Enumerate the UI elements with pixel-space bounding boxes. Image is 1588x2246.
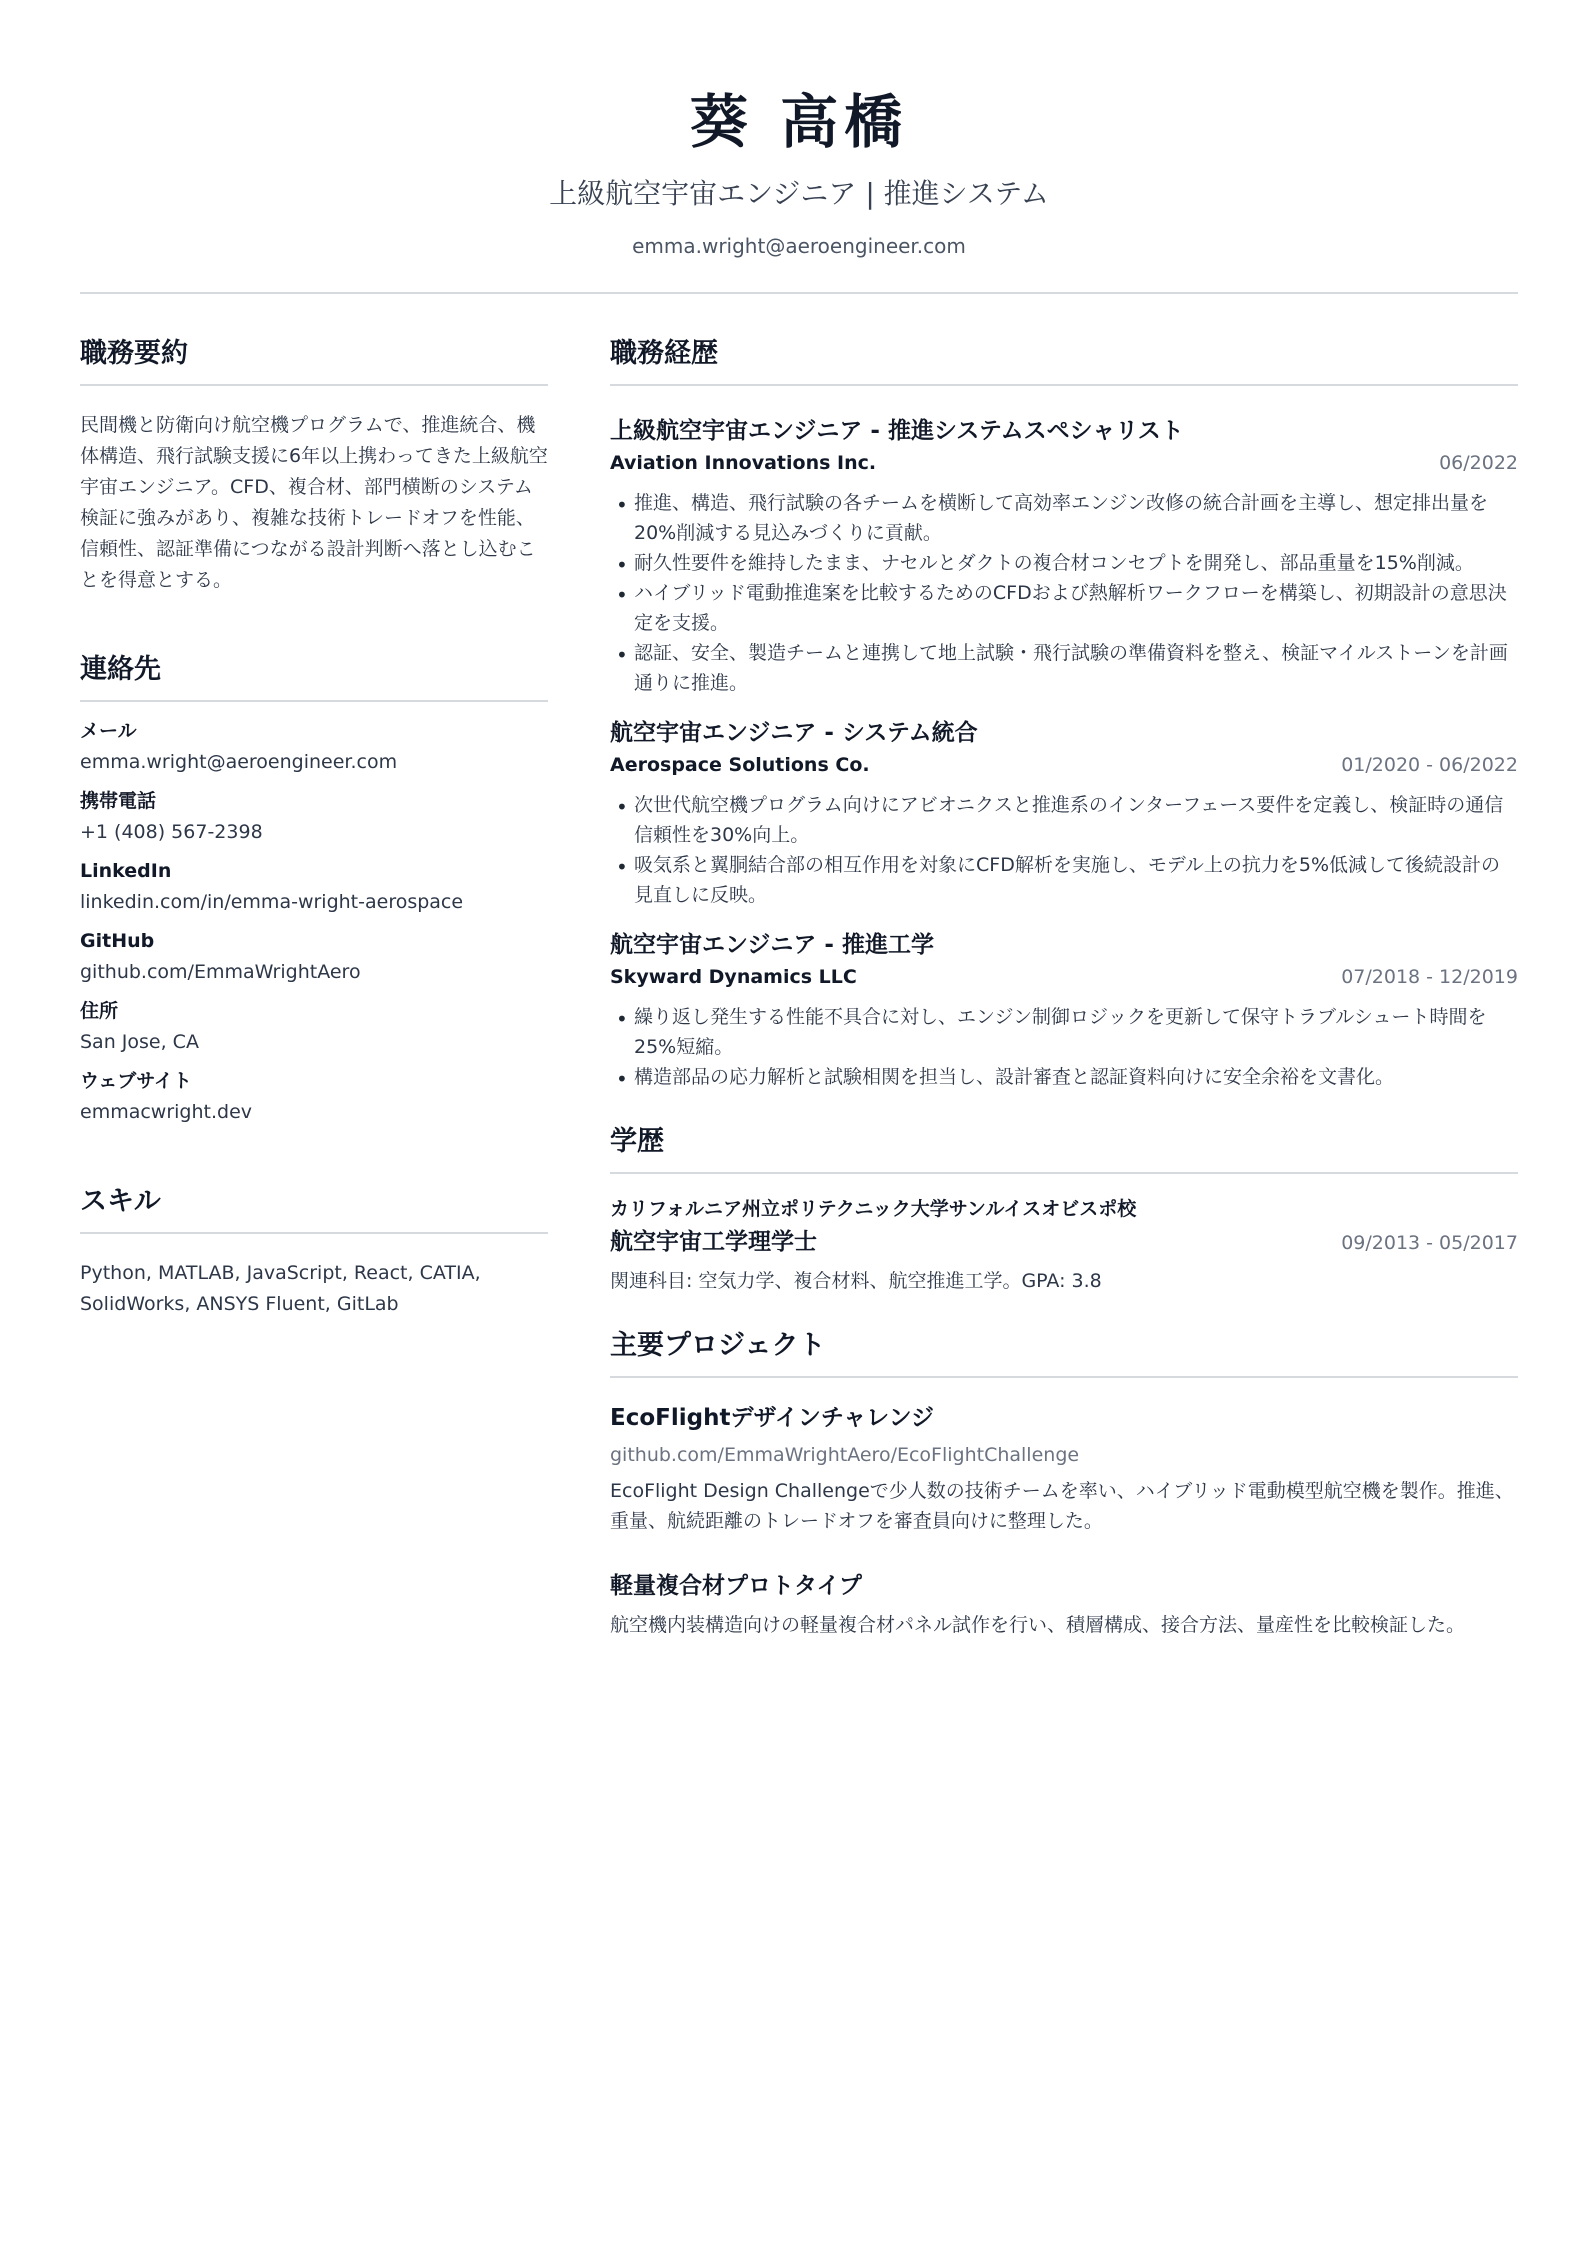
contact-label: 住所	[80, 1000, 119, 1022]
project-link[interactable]: github.com/EmmaWrightAero/EcoFlightChallenge	[610, 1444, 1080, 1466]
school-name: カリフォルニア州立ポリテクニック大学サンルイスオビスポ校	[610, 1198, 1137, 1220]
contact-github-value[interactable]: github.com/EmmaWrightAero	[80, 961, 361, 983]
contact-github	[80, 926, 548, 988]
job-bullets	[610, 790, 1518, 910]
experience-heading: 職務経歴	[610, 334, 1518, 386]
contact-label: GitHub	[80, 930, 155, 952]
summary-heading: 職務要約	[80, 334, 548, 386]
contact-linkedin	[80, 856, 548, 918]
experience-section	[610, 334, 1518, 1092]
project-description: EcoFlight Design Challengeで少人数の技術チームを率い、ハイブリッド電動模型航空機を製作。推進、重量、航続距離のトレードオフを審査員向けに整理した。	[610, 1480, 1514, 1532]
contact-linkedin-value[interactable]: linkedin.com/in/emma-wright-aerospace	[80, 891, 464, 913]
summary-section	[80, 334, 548, 596]
job-title: 上級航空宇宙エンジニア - 推進システムスペシャリスト	[610, 418, 1184, 444]
contact-email-value[interactable]: emma.wright@aeroengineer.com	[80, 751, 398, 773]
job-meta	[610, 750, 1518, 780]
job-title: 航空宇宙エンジニア - 推進工学	[610, 932, 934, 958]
job-company: Skyward Dynamics LLC	[610, 966, 857, 988]
contact-label: 携帯電話	[80, 790, 157, 812]
education-heading: 学歴	[610, 1122, 1518, 1174]
education-section	[610, 1122, 1518, 1296]
contact-heading: 連絡先	[80, 650, 548, 702]
header-divider	[80, 292, 1518, 294]
project-title: 軽量複合材プロトタイプ	[610, 1573, 862, 1599]
contact-phone	[80, 786, 548, 848]
contact-phone-value: +1 (408) 567-2398	[80, 821, 263, 843]
header-email[interactable]: emma.wright@aeroengineer.com	[632, 234, 966, 258]
job-bullet: • 耐久性要件を維持したまま、ナセルとダクトの複合材コンセプトを開発し、部品重量を15%削減。	[610, 548, 1518, 578]
summary-text: 民間機と防衛向け航空機プログラムで、推進統合、機体構造、飛行試験支援に6年以上携わってきた上級航空宇宙エンジニア。CFD、複合材、部門横断のシステム検証に強みがあり、複雑な技術トレードオフを性能、信頼性、認証準備につながる設計判断へ落とし込むことを得意とする。	[80, 414, 548, 591]
project-entry	[610, 1400, 1518, 1536]
degree-meta	[610, 1224, 1518, 1260]
job-bullet: • 次世代航空機プログラム向けにアビオニクスと推進系のインターフェース要件を定義し、検証時の通信信頼性を30%向上。	[610, 790, 1518, 850]
skills-heading: スキル	[80, 1182, 548, 1234]
education-detail: 関連科目: 空気力学、複合材料、航空推進工学。GPA: 3.8	[610, 1270, 1102, 1292]
candidate-name: 葵 高橋	[689, 88, 909, 156]
skills-text: Python, MATLAB, JavaScript, React, CATIA, SolidWorks, ANSYS Fluent, GitLab	[80, 1262, 481, 1315]
job-bullet: • ハイブリッド電動推進案を比較するためのCFDおよび熱解析ワークフローを構築し、初期設計の意思決定を支援。	[610, 578, 1518, 638]
job-date: 07/2018 - 12/2019	[1341, 966, 1518, 988]
job-title: 航空宇宙エンジニア - システム統合	[610, 720, 978, 746]
job-date: 06/2022	[1439, 452, 1518, 474]
job-bullet: • 繰り返し発生する性能不具合に対し、エンジン制御ロジックを更新して保守トラブルシュート時間を25%短縮。	[610, 1002, 1518, 1062]
job-bullet: • 推進、構造、飛行試験の各チームを横断して高効率エンジン改修の統合計画を主導し、想定排出量を20%削減する見込みづくりに貢献。	[610, 488, 1518, 548]
contact-label: メール	[80, 720, 137, 742]
contact-email	[80, 716, 548, 778]
job-bullet: • 吸気系と翼胴結合部の相互作用を対象にCFD解析を実施し、モデル上の抗力を5%低減して後続設計の見直しに反映。	[610, 850, 1518, 910]
contact-list	[80, 716, 548, 1128]
job-company: Aviation Innovations Inc.	[610, 452, 877, 474]
job-bullet: • 構造部品の応力解析と試験相関を担当し、設計審査と認証資料向けに安全余裕を文書化。	[610, 1062, 1518, 1092]
job-meta	[610, 962, 1518, 992]
project-description: 航空機内装構造向けの軽量複合材パネル試作を行い、積層構成、接合方法、量産性を比較検証した。	[610, 1614, 1466, 1636]
contact-label: LinkedIn	[80, 860, 172, 882]
left-column	[80, 334, 548, 1374]
job-entry	[610, 716, 1518, 910]
contact-address	[80, 996, 548, 1058]
project-entry	[610, 1568, 1518, 1640]
job-entry	[610, 928, 1518, 1092]
contact-label: ウェブサイト	[80, 1070, 192, 1092]
projects-section	[610, 1326, 1518, 1640]
job-bullet: • 認証、安全、製造チームと連携して地上試験・飛行試験の準備資料を整え、検証マイルストーンを計画通りに推進。	[610, 638, 1518, 698]
right-column	[610, 334, 1518, 1670]
job-date: 01/2020 - 06/2022	[1341, 754, 1518, 776]
contact-section	[80, 650, 548, 1128]
job-company: Aerospace Solutions Co.	[610, 754, 870, 776]
education-date: 09/2013 - 05/2017	[1341, 1232, 1518, 1254]
projects-heading: 主要プロジェクト	[610, 1326, 1518, 1378]
contact-address-value: San Jose, CA	[80, 1031, 199, 1053]
skills-section	[80, 1182, 548, 1320]
job-meta	[610, 448, 1518, 478]
degree-name: 航空宇宙工学理学士	[610, 1229, 817, 1255]
job-bullets	[610, 488, 1518, 698]
job-bullets	[610, 1002, 1518, 1092]
resume-header	[80, 82, 1518, 260]
job-entry	[610, 414, 1518, 698]
candidate-title: 上級航空宇宙エンジニア | 推進システム	[549, 177, 1049, 210]
contact-website	[80, 1066, 548, 1128]
project-title: EcoFlightデザインチャレンジ	[610, 1405, 935, 1431]
contact-website-value[interactable]: emmacwright.dev	[80, 1101, 253, 1123]
